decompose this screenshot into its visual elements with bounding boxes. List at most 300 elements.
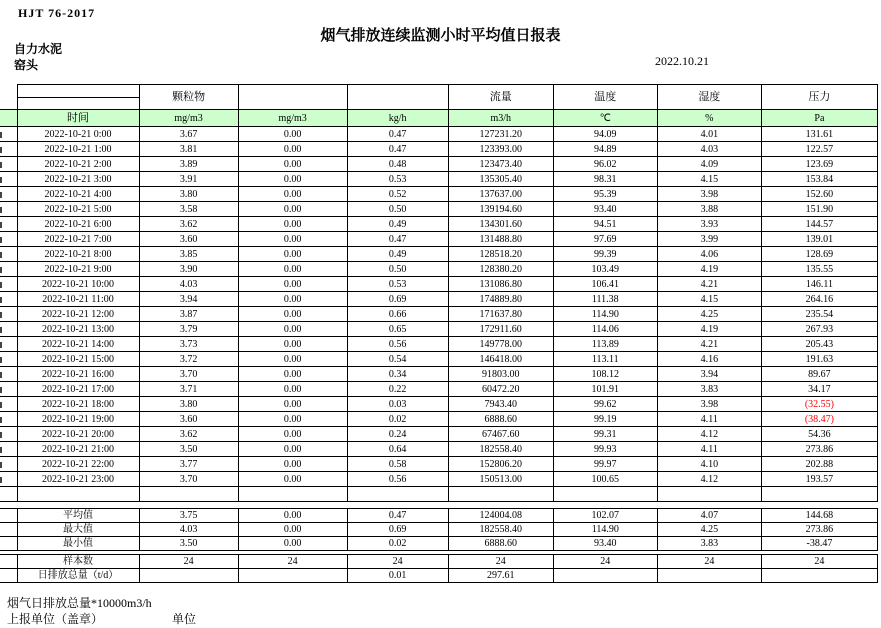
value-cell: (32.55) (761, 397, 877, 412)
value-cell: 128.69 (761, 247, 877, 262)
value-cell: 99.39 (553, 247, 657, 262)
time-cell: 2022-10-21 16:00 (17, 367, 139, 382)
value-cell: 0.00 (238, 412, 347, 427)
time-cell: 2022-10-21 7:00 (17, 232, 139, 247)
value-cell: 264.16 (761, 292, 877, 307)
value-cell: 4.16 (657, 352, 761, 367)
table-row (0, 232, 878, 247)
value-cell: 151.90 (761, 202, 877, 217)
row-label: 日排放总量（t/d） (17, 569, 139, 583)
cutoff-cell (0, 352, 17, 367)
value-cell: 113.89 (553, 337, 657, 352)
value-cell: 0.00 (238, 322, 347, 337)
time-cell: 2022-10-21 14:00 (17, 337, 139, 352)
table-row (0, 172, 878, 187)
value-cell: 137637.00 (448, 187, 553, 202)
cutoff-cell (0, 202, 17, 217)
value-cell: 0.65 (347, 322, 448, 337)
cutoff-cell (0, 277, 17, 292)
value-cell: 0.50 (347, 262, 448, 277)
value-cell: 101.91 (553, 382, 657, 397)
value-cell: 3.94 (139, 292, 238, 307)
value-cell: 3.62 (139, 217, 238, 232)
cutoff-cell (0, 307, 17, 322)
value-cell: 0.22 (347, 382, 448, 397)
value-cell: 0.56 (347, 337, 448, 352)
value-cell: 0.47 (347, 232, 448, 247)
value-cell: 152.60 (761, 187, 877, 202)
value-cell: 3.89 (139, 157, 238, 172)
value-cell: 97.69 (553, 232, 657, 247)
value-cell: 114.06 (553, 322, 657, 337)
cutoff-cell (0, 217, 17, 232)
value-cell: 0.47 (347, 127, 448, 142)
value-cell: 94.89 (553, 142, 657, 157)
value-cell: 89.67 (761, 367, 877, 382)
value-cell: 0.49 (347, 217, 448, 232)
value-cell: 95.39 (553, 187, 657, 202)
value-cell: 172911.60 (448, 322, 553, 337)
value-cell: 34.17 (761, 382, 877, 397)
value-cell: 3.81 (139, 142, 238, 157)
value-cell: 146418.00 (448, 352, 553, 367)
value-cell: 4.25 (657, 307, 761, 322)
table-row (0, 127, 878, 142)
cutoff-cell (0, 262, 17, 277)
value-cell: -38.47 (761, 537, 877, 551)
report-table (0, 84, 878, 583)
value-cell: 3.62 (139, 427, 238, 442)
value-cell: 111.38 (553, 292, 657, 307)
report-date: 2022.10.21 (655, 54, 709, 68)
table-row (0, 142, 878, 157)
value-cell: 0.01 (347, 569, 448, 583)
value-cell: 0.00 (238, 277, 347, 292)
col-header-temperature: 温度 (553, 85, 657, 110)
table-row (0, 247, 878, 262)
value-cell: 0.66 (347, 307, 448, 322)
value-cell: 128380.20 (448, 262, 553, 277)
cutoff-cell (0, 292, 17, 307)
value-cell: 3.80 (139, 397, 238, 412)
cutoff-cell (0, 232, 17, 247)
value-cell: 0.03 (347, 397, 448, 412)
value-cell: 24 (761, 555, 877, 569)
monitor-point-name: 窑头 (14, 58, 39, 72)
empty-row (0, 487, 878, 502)
value-cell: 3.87 (139, 307, 238, 322)
value-cell: 174889.80 (448, 292, 553, 307)
value-cell: 3.60 (139, 232, 238, 247)
table-row (0, 157, 878, 172)
time-cell: 2022-10-21 6:00 (17, 217, 139, 232)
value-cell: 94.09 (553, 127, 657, 142)
value-cell: 131488.80 (448, 232, 553, 247)
value-cell: 91803.00 (448, 367, 553, 382)
cutoff-cell (0, 172, 17, 187)
value-cell: 0.00 (238, 232, 347, 247)
unit-cell: ℃ (553, 110, 657, 127)
unit-cell: mg/m3 (238, 110, 347, 127)
value-cell: 24 (139, 555, 238, 569)
value-cell: 4.03 (657, 142, 761, 157)
value-cell: 99.93 (553, 442, 657, 457)
table-row (0, 307, 878, 322)
cutoff-cell (0, 442, 17, 457)
unit-header-row (0, 110, 878, 127)
stats-rows (0, 509, 878, 551)
col-header-flow: 流量 (448, 85, 553, 110)
value-cell: 113.11 (553, 352, 657, 367)
value-cell: 235.54 (761, 307, 877, 322)
value-cell: 0.00 (238, 352, 347, 367)
value-cell: 24 (238, 555, 347, 569)
value-cell: 60472.20 (448, 382, 553, 397)
value-cell: 106.41 (553, 277, 657, 292)
value-cell: 4.15 (657, 172, 761, 187)
value-cell: 0.00 (238, 367, 347, 382)
unit-cell: Pa (761, 110, 877, 127)
value-cell: 0.00 (238, 262, 347, 277)
value-cell: 4.11 (657, 412, 761, 427)
value-cell: 3.80 (139, 187, 238, 202)
separator-section (0, 487, 878, 509)
value-cell: 0.00 (238, 187, 347, 202)
value-cell: 0.53 (347, 277, 448, 292)
cutoff-cell (0, 367, 17, 382)
stat-row (0, 523, 878, 537)
time-cell: 2022-10-21 19:00 (17, 412, 139, 427)
value-cell: 3.60 (139, 412, 238, 427)
value-cell: 100.65 (553, 472, 657, 487)
value-cell: 128518.20 (448, 247, 553, 262)
time-header-spacer (17, 85, 139, 98)
value-cell: 0.47 (347, 509, 448, 523)
value-cell: 102.07 (553, 509, 657, 523)
table-row (0, 397, 878, 412)
value-cell: 99.62 (553, 397, 657, 412)
cutoff-cell (0, 569, 17, 583)
value-cell: 4.06 (657, 247, 761, 262)
time-cell: 2022-10-21 15:00 (17, 352, 139, 367)
cutoff-cell (0, 382, 17, 397)
time-cell: 2022-10-21 0:00 (17, 127, 139, 142)
time-cell: 2022-10-21 18:00 (17, 397, 139, 412)
value-cell: 3.85 (139, 247, 238, 262)
value-cell: 96.02 (553, 157, 657, 172)
value-cell: 124004.08 (448, 509, 553, 523)
value-cell: 297.61 (448, 569, 553, 583)
table-row (0, 457, 878, 472)
time-cell: 2022-10-21 1:00 (17, 142, 139, 157)
value-cell: 273.86 (761, 442, 877, 457)
value-cell: 0.00 (238, 202, 347, 217)
value-cell: 139.01 (761, 232, 877, 247)
value-cell: 0.69 (347, 523, 448, 537)
value-cell: 267.93 (761, 322, 877, 337)
value-cell: 99.31 (553, 427, 657, 442)
value-cell: 3.58 (139, 202, 238, 217)
value-cell: 3.94 (657, 367, 761, 382)
value-cell (761, 569, 877, 583)
cutoff-cell (0, 537, 17, 551)
value-cell: 93.40 (553, 202, 657, 217)
value-cell: 3.83 (657, 537, 761, 551)
page-title: 烟气排放连续监测小时平均值日报表 (320, 28, 561, 44)
table-row (0, 442, 878, 457)
value-cell: 4.21 (657, 337, 761, 352)
value-cell: 99.97 (553, 457, 657, 472)
value-cell: 3.90 (139, 262, 238, 277)
table-row (0, 262, 878, 277)
table-row (0, 217, 878, 232)
col-header-pressure: 压力 (761, 85, 877, 110)
cutoff-cell (0, 98, 17, 110)
value-cell: 144.57 (761, 217, 877, 232)
value-cell: 93.40 (553, 537, 657, 551)
value-cell: 24 (553, 555, 657, 569)
value-cell: 7943.40 (448, 397, 553, 412)
table-row (0, 367, 878, 382)
value-cell: 4.11 (657, 442, 761, 457)
value-cell: 0.00 (238, 509, 347, 523)
value-cell: 0.24 (347, 427, 448, 442)
time-cell: 2022-10-21 12:00 (17, 307, 139, 322)
value-cell: 0.00 (238, 172, 347, 187)
value-cell: 3.88 (657, 202, 761, 217)
value-cell: 0.50 (347, 202, 448, 217)
value-cell: 171637.80 (448, 307, 553, 322)
value-cell: 4.19 (657, 262, 761, 277)
table-row (0, 352, 878, 367)
time-cell: 2022-10-21 8:00 (17, 247, 139, 262)
time-cell: 2022-10-21 10:00 (17, 277, 139, 292)
value-cell: 123.69 (761, 157, 877, 172)
time-cell: 2022-10-21 17:00 (17, 382, 139, 397)
value-cell: 135305.40 (448, 172, 553, 187)
cutoff-cell (0, 397, 17, 412)
value-cell: 0.00 (238, 292, 347, 307)
doc-code: HJT 76-2017 (18, 6, 96, 20)
value-cell: 3.75 (139, 509, 238, 523)
section-gap (0, 502, 878, 509)
value-cell: 4.07 (657, 509, 761, 523)
footer-note: 烟气日排放总量*10000m3/h (7, 596, 152, 610)
time-cell: 2022-10-21 13:00 (17, 322, 139, 337)
value-cell: 122.57 (761, 142, 877, 157)
cutoff-cell (0, 157, 17, 172)
value-cell: 3.93 (657, 217, 761, 232)
value-cell: 6888.60 (448, 537, 553, 551)
value-cell: 202.88 (761, 457, 877, 472)
table-row (0, 187, 878, 202)
value-cell: 0.00 (238, 157, 347, 172)
value-cell: 24 (347, 555, 448, 569)
col-header-blank-1 (238, 85, 347, 110)
value-cell: 0.00 (238, 307, 347, 322)
time-cell: 2022-10-21 20:00 (17, 427, 139, 442)
value-cell: 153.84 (761, 172, 877, 187)
value-cell: 0.52 (347, 187, 448, 202)
bottom-row (0, 555, 878, 569)
value-cell: (38.47) (761, 412, 877, 427)
cutoff-cell (0, 523, 17, 537)
value-cell: 123393.00 (448, 142, 553, 157)
value-cell: 0.34 (347, 367, 448, 382)
value-cell: 127231.20 (448, 127, 553, 142)
row-label: 最小值 (17, 537, 139, 551)
value-cell: 0.69 (347, 292, 448, 307)
unit-cell: m3/h (448, 110, 553, 127)
value-cell: 67467.60 (448, 427, 553, 442)
value-cell: 3.50 (139, 442, 238, 457)
value-cell: 3.83 (657, 382, 761, 397)
value-cell: 0.64 (347, 442, 448, 457)
time-cell: 2022-10-21 4:00 (17, 187, 139, 202)
cutoff-cell (0, 472, 17, 487)
value-cell: 131086.80 (448, 277, 553, 292)
value-cell: 0.00 (238, 382, 347, 397)
table-row (0, 427, 878, 442)
value-cell: 0.00 (238, 523, 347, 537)
value-cell: 3.98 (657, 397, 761, 412)
value-cell: 4.21 (657, 277, 761, 292)
col-header-blank-2 (347, 85, 448, 110)
value-cell (139, 569, 238, 583)
row-label: 平均值 (17, 509, 139, 523)
value-cell: 0.00 (238, 427, 347, 442)
value-cell: 150513.00 (448, 472, 553, 487)
value-cell: 3.91 (139, 172, 238, 187)
value-cell: 146.11 (761, 277, 877, 292)
value-cell: 0.00 (238, 537, 347, 551)
table-row (0, 202, 878, 217)
cutoff-cell (0, 85, 17, 98)
value-cell (238, 569, 347, 583)
value-cell (657, 569, 761, 583)
value-cell: 94.51 (553, 217, 657, 232)
value-cell: 149778.00 (448, 337, 553, 352)
value-cell: 4.01 (657, 127, 761, 142)
value-cell: 3.71 (139, 382, 238, 397)
value-cell: 3.50 (139, 537, 238, 551)
value-cell: 191.63 (761, 352, 877, 367)
value-cell: 3.73 (139, 337, 238, 352)
cutoff-cell (0, 412, 17, 427)
cutoff-cell (0, 509, 17, 523)
value-cell: 0.00 (238, 247, 347, 262)
time-header-cell: 时间 (17, 110, 139, 127)
company-name: 自力水泥 (14, 42, 63, 56)
value-cell: 3.79 (139, 322, 238, 337)
value-cell: 134301.60 (448, 217, 553, 232)
cutoff-cell (0, 247, 17, 262)
table-row (0, 382, 878, 397)
value-cell: 0.48 (347, 157, 448, 172)
value-cell: 3.67 (139, 127, 238, 142)
value-cell: 98.31 (553, 172, 657, 187)
bottom-row (0, 569, 878, 583)
time-cell: 2022-10-21 22:00 (17, 457, 139, 472)
cutoff-cell (0, 187, 17, 202)
value-cell: 0.00 (238, 127, 347, 142)
value-cell: 4.03 (139, 523, 238, 537)
value-cell: 131.61 (761, 127, 877, 142)
time-cell: 2022-10-21 23:00 (17, 472, 139, 487)
value-cell: 3.99 (657, 232, 761, 247)
cutoff-cell (0, 337, 17, 352)
value-cell: 135.55 (761, 262, 877, 277)
time-header-spacer (17, 98, 139, 110)
time-cell: 2022-10-21 9:00 (17, 262, 139, 277)
value-cell: 0.53 (347, 172, 448, 187)
value-cell: 3.70 (139, 472, 238, 487)
cutoff-cell (0, 427, 17, 442)
value-cell: 0.58 (347, 457, 448, 472)
value-cell: 182558.40 (448, 442, 553, 457)
group-header-row (0, 85, 878, 98)
value-cell: 0.00 (238, 217, 347, 232)
col-header-humidity: 湿度 (657, 85, 761, 110)
unit-label: 单位 (172, 612, 197, 626)
cutoff-cell (0, 322, 17, 337)
cutoff-cell (0, 555, 17, 569)
value-cell: 0.00 (238, 457, 347, 472)
unit-cell: mg/m3 (139, 110, 238, 127)
value-cell: 0.00 (238, 397, 347, 412)
time-cell: 2022-10-21 2:00 (17, 157, 139, 172)
table-row (0, 337, 878, 352)
value-cell: 0.49 (347, 247, 448, 262)
value-cell: 4.12 (657, 472, 761, 487)
value-cell: 3.77 (139, 457, 238, 472)
value-cell: 0.47 (347, 142, 448, 157)
value-cell: 4.15 (657, 292, 761, 307)
row-label: 样本数 (17, 555, 139, 569)
unit-cell: kg/h (347, 110, 448, 127)
value-cell: 114.90 (553, 523, 657, 537)
time-cell: 2022-10-21 21:00 (17, 442, 139, 457)
table-row (0, 472, 878, 487)
row-label: 最大值 (17, 523, 139, 537)
value-cell: 6888.60 (448, 412, 553, 427)
value-cell: 0.00 (238, 442, 347, 457)
time-cell: 2022-10-21 5:00 (17, 202, 139, 217)
value-cell: 193.57 (761, 472, 877, 487)
value-cell: 4.19 (657, 322, 761, 337)
unit-cell: % (657, 110, 761, 127)
value-cell: 273.86 (761, 523, 877, 537)
value-cell: 0.02 (347, 412, 448, 427)
value-cell: 0.02 (347, 537, 448, 551)
table-row (0, 322, 878, 337)
value-cell: 144.68 (761, 509, 877, 523)
table-row (0, 412, 878, 427)
time-cell: 2022-10-21 11:00 (17, 292, 139, 307)
value-cell: 0.00 (238, 337, 347, 352)
value-cell: 4.25 (657, 523, 761, 537)
value-cell: 108.12 (553, 367, 657, 382)
data-rows (0, 127, 878, 487)
table-row (0, 292, 878, 307)
value-cell: 0.56 (347, 472, 448, 487)
value-cell: 103.49 (553, 262, 657, 277)
table-row (0, 277, 878, 292)
value-cell: 24 (657, 555, 761, 569)
value-cell: 0.00 (238, 472, 347, 487)
stat-row (0, 509, 878, 523)
cutoff-cell (0, 110, 17, 127)
